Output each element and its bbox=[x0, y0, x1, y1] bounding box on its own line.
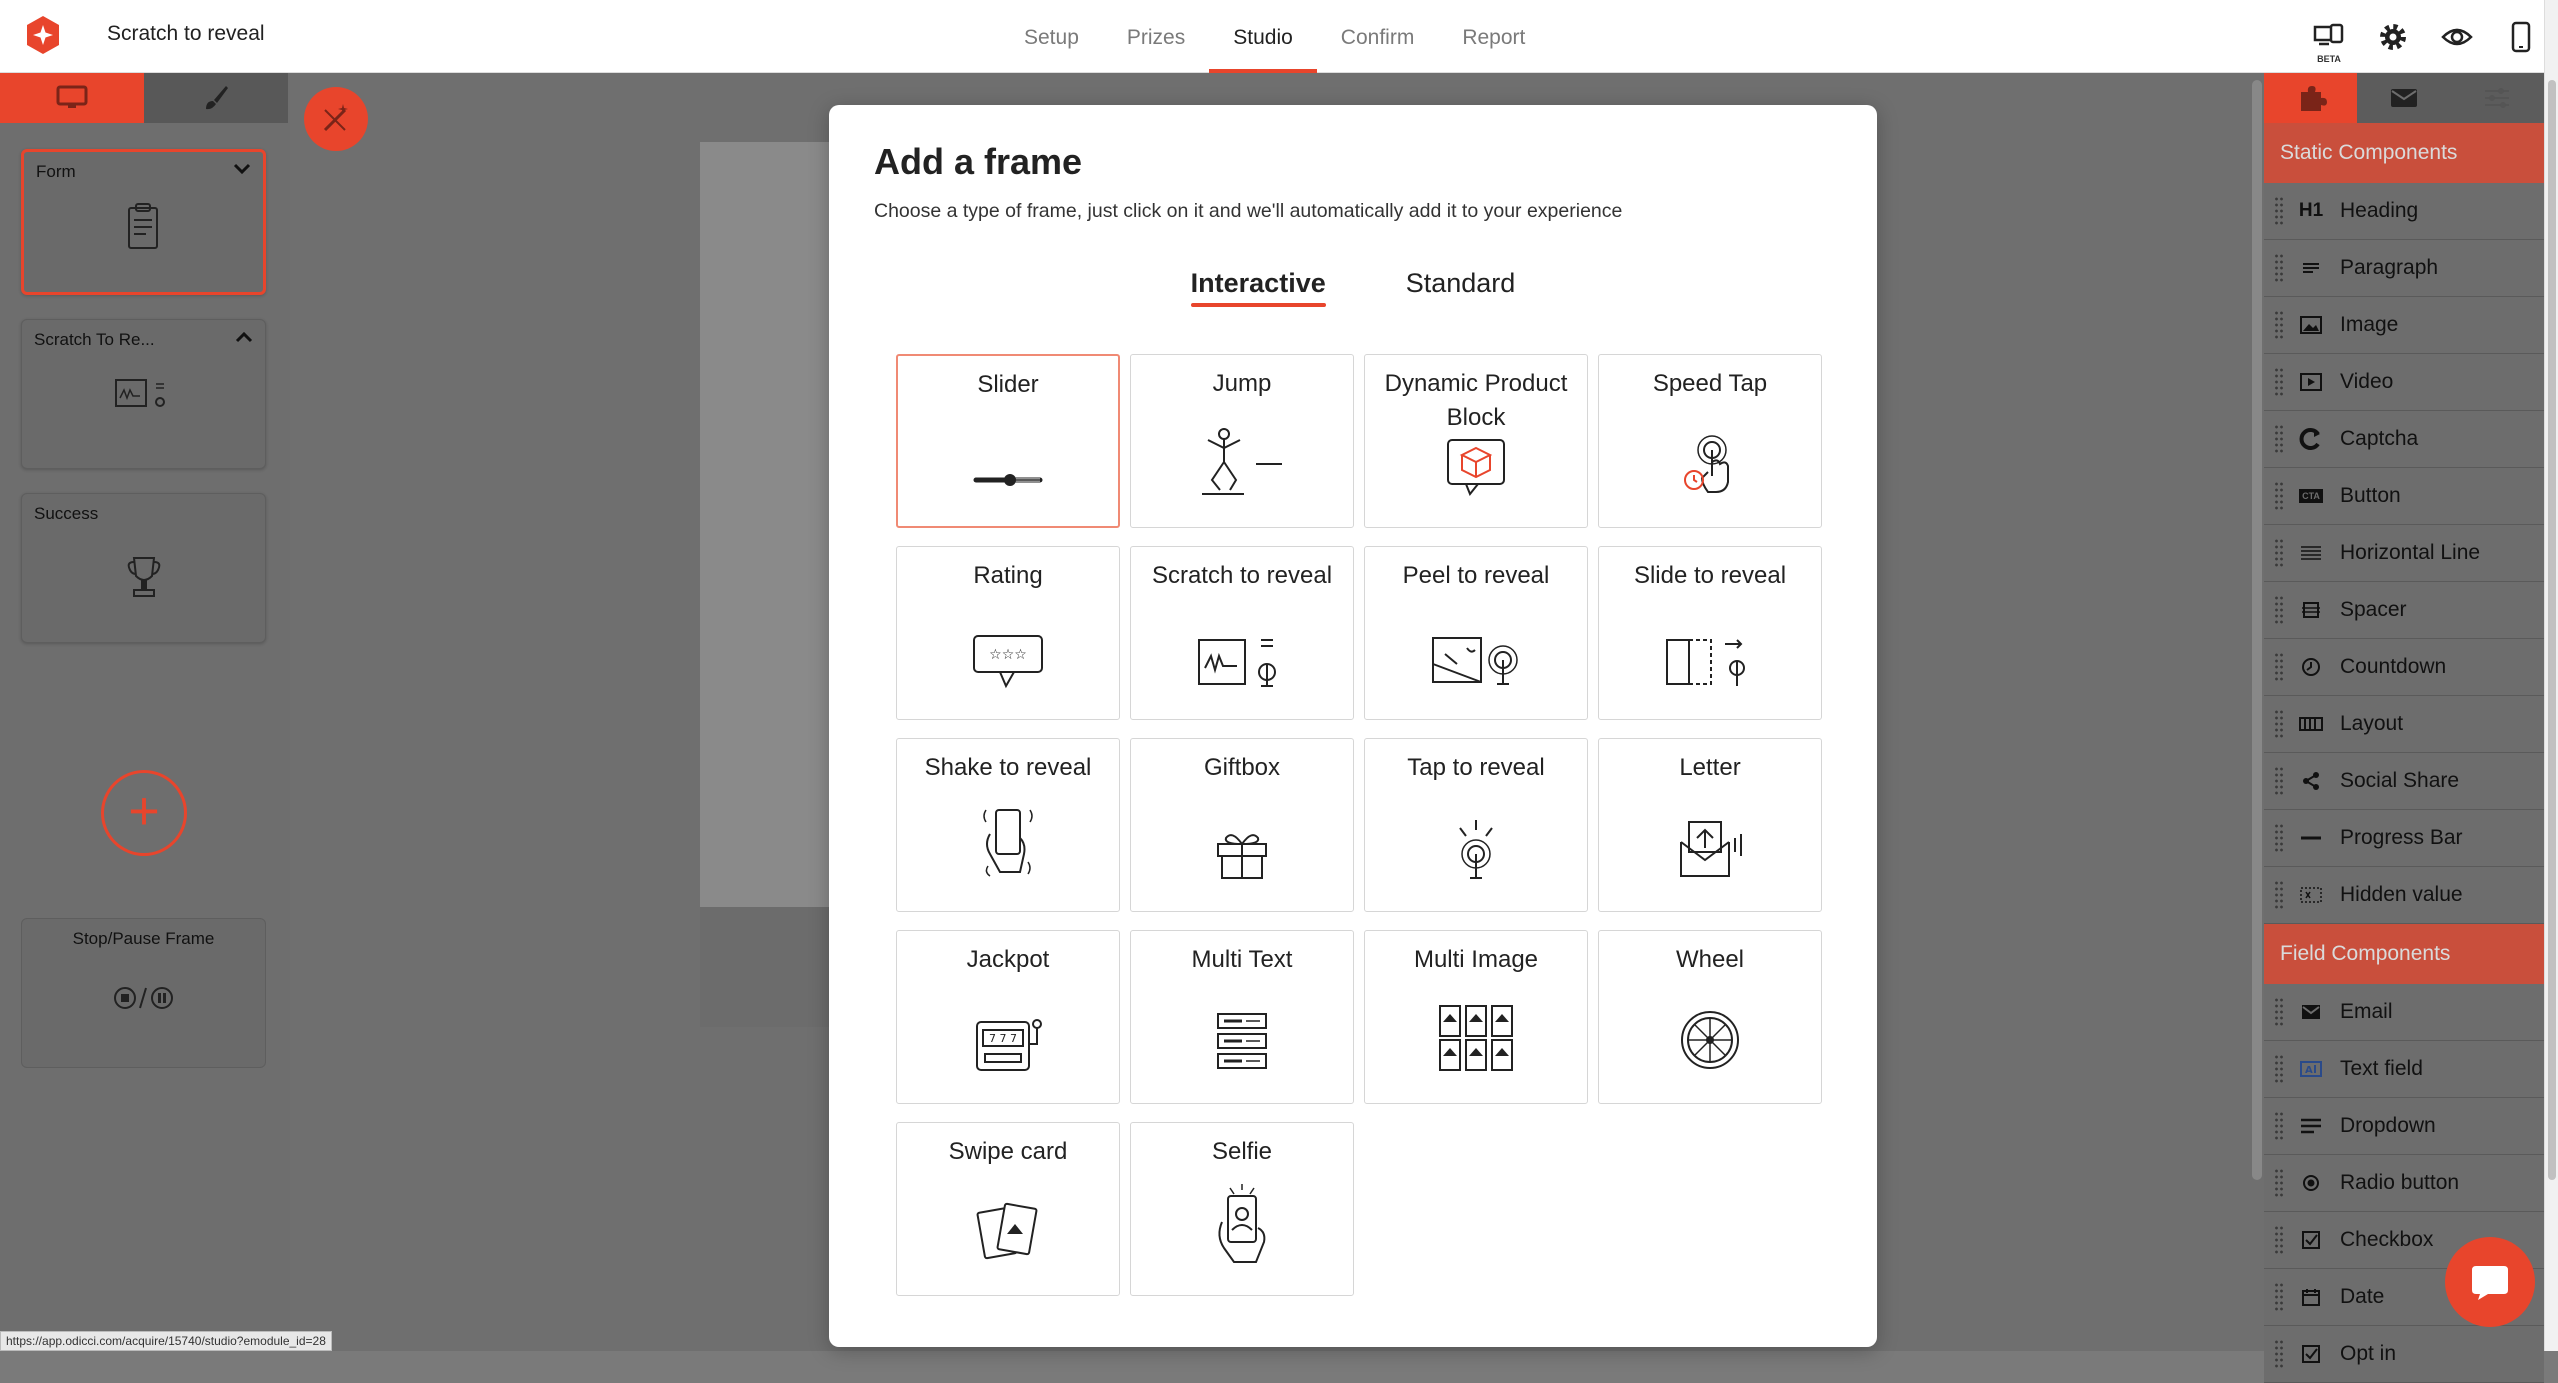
drag-handle-icon[interactable] bbox=[2274, 424, 2284, 454]
frame-tile-speed-tap[interactable] bbox=[1598, 354, 1822, 528]
top-icons bbox=[2312, 0, 2538, 73]
frame-tile-label: Swipe card bbox=[948, 1138, 1068, 1165]
jackpot-icon bbox=[973, 1014, 1043, 1077]
drag-handle-icon[interactable] bbox=[2274, 1054, 2284, 1084]
email-icon bbox=[2390, 87, 2418, 109]
component-video[interactable] bbox=[2264, 354, 2544, 411]
hr-icon bbox=[2298, 542, 2324, 564]
modal-tabs bbox=[829, 268, 1877, 307]
frame-tile-label: Selfie bbox=[1211, 1138, 1273, 1165]
frame-tile-selfie[interactable] bbox=[1130, 1122, 1354, 1296]
component-label: Paragraph bbox=[2340, 256, 2439, 279]
email-icon bbox=[2298, 1001, 2324, 1023]
field-components-header: Field Components bbox=[2264, 924, 2544, 984]
multi-text-icon bbox=[1216, 1010, 1268, 1077]
tab-interactive[interactable]: Interactive bbox=[1191, 268, 1326, 307]
drag-handle-icon[interactable] bbox=[2274, 1225, 2284, 1255]
stop-pause-icon bbox=[112, 984, 176, 1012]
component-text-field[interactable] bbox=[2264, 1041, 2544, 1098]
frame-tile-label: Speed Tap bbox=[1652, 370, 1768, 397]
frame-label: Scratch To Re... bbox=[34, 330, 155, 349]
component-horizontal-line[interactable] bbox=[2264, 525, 2544, 582]
design-tab[interactable] bbox=[144, 73, 288, 123]
component-label: Hidden value bbox=[2340, 883, 2463, 906]
shake-reveal-icon bbox=[980, 804, 1036, 885]
responsive-beta-icon[interactable] bbox=[2312, 20, 2346, 64]
component-label: Date bbox=[2340, 1285, 2385, 1308]
drag-handle-icon[interactable] bbox=[2274, 538, 2284, 568]
component-image[interactable] bbox=[2264, 297, 2544, 354]
nav-tab-studio[interactable]: Studio bbox=[1209, 0, 1317, 73]
frame-tile-label: Slider bbox=[977, 371, 1039, 398]
trophy-icon bbox=[124, 550, 164, 604]
progress-icon bbox=[2298, 827, 2324, 849]
frame-tile-dynamic-product-block[interactable] bbox=[1364, 354, 1588, 528]
component-label: Captcha bbox=[2340, 427, 2419, 450]
selfie-icon bbox=[1212, 1182, 1272, 1269]
frame-tile-slider[interactable] bbox=[896, 354, 1120, 528]
component-countdown[interactable] bbox=[2264, 639, 2544, 696]
frame-tile-label: Jump bbox=[1212, 370, 1272, 397]
component-label: Image bbox=[2340, 313, 2399, 336]
frame-type-grid bbox=[896, 354, 1822, 1296]
component-button[interactable] bbox=[2264, 468, 2544, 525]
status-url: https://app.odicci.com/acquire/15740/studio?emodule_id=28 bbox=[0, 1331, 332, 1351]
component-social-share[interactable] bbox=[2264, 753, 2544, 810]
frame-tile-label: Letter bbox=[1679, 754, 1741, 781]
component-label: Layout bbox=[2340, 712, 2404, 735]
component-layout[interactable] bbox=[2264, 696, 2544, 753]
component-label: Button bbox=[2340, 484, 2401, 507]
svg-text:☆☆☆: ☆☆☆ bbox=[989, 647, 1027, 663]
nav-tab-prizes[interactable]: Prizes bbox=[1126, 26, 1186, 49]
form-icon bbox=[124, 202, 164, 252]
drag-handle-icon[interactable] bbox=[2274, 1339, 2284, 1369]
stop-pause-frame[interactable] bbox=[21, 918, 266, 1068]
app-title: Scratch to reveal bbox=[107, 22, 265, 45]
frame-label: Form bbox=[36, 162, 76, 181]
frame-tile-slide-to-reveal[interactable] bbox=[1598, 546, 1822, 720]
add-frame-modal bbox=[829, 105, 1877, 1347]
drag-handle-icon[interactable] bbox=[2274, 709, 2284, 739]
peel-reveal-icon bbox=[1431, 634, 1521, 693]
left-panel bbox=[0, 73, 290, 1351]
beta-badge: BETA bbox=[2317, 53, 2341, 64]
share-icon bbox=[2298, 770, 2324, 792]
frame-tile-label: Scratch to reveal bbox=[1151, 562, 1333, 589]
spacer-icon bbox=[2298, 599, 2324, 621]
nav-tab-confirm[interactable]: Confirm bbox=[1340, 26, 1415, 49]
jump-icon bbox=[1194, 426, 1290, 501]
frame-label: Success bbox=[34, 504, 99, 523]
component-label: Progress Bar bbox=[2340, 826, 2463, 849]
component-email[interactable] bbox=[2264, 984, 2544, 1041]
svg-text:7 7 7: 7 7 7 bbox=[989, 1032, 1017, 1045]
desktop-icon bbox=[56, 85, 88, 111]
drag-handle-icon[interactable] bbox=[2274, 1282, 2284, 1312]
modal-subtitle: Choose a type of frame, just click on it and we'll automatically add it to your experience bbox=[874, 200, 1623, 222]
frame-tile-label: Multi Text bbox=[1191, 946, 1293, 973]
gear-icon[interactable] bbox=[2376, 20, 2410, 54]
frame-tile-label: Jackpot bbox=[966, 946, 1050, 973]
drag-handle-icon[interactable] bbox=[2274, 253, 2284, 283]
add-frame-button[interactable]: + bbox=[101, 770, 187, 856]
slide-reveal-icon bbox=[1665, 636, 1755, 693]
right-panel-tabs bbox=[2264, 73, 2544, 123]
swipe-card-icon bbox=[975, 1200, 1041, 1269]
giftbox-icon bbox=[1214, 826, 1270, 885]
drag-handle-icon[interactable] bbox=[2274, 652, 2284, 682]
frame-tile-peel-to-reveal[interactable] bbox=[1364, 546, 1588, 720]
hidden-icon bbox=[2298, 884, 2324, 906]
letter-icon bbox=[1675, 818, 1745, 885]
component-captcha[interactable] bbox=[2264, 411, 2544, 468]
frame-card-form[interactable] bbox=[21, 149, 266, 295]
frame-tile-letter[interactable] bbox=[1598, 738, 1822, 912]
nav-tab-setup[interactable]: Setup bbox=[1024, 26, 1079, 49]
components-tab[interactable] bbox=[2264, 73, 2357, 123]
component-label: Email bbox=[2340, 1000, 2393, 1023]
drag-handle-icon[interactable] bbox=[2274, 196, 2284, 226]
drag-handle-icon[interactable] bbox=[2274, 997, 2284, 1027]
frame-tile-label: Slide to reveal bbox=[1633, 562, 1787, 589]
frame-tile-rating[interactable] bbox=[896, 546, 1120, 720]
app-logo[interactable] bbox=[22, 14, 64, 56]
frame-tile-tap-to-reveal[interactable] bbox=[1364, 738, 1588, 912]
brush-icon bbox=[202, 84, 230, 112]
component-label: Social Share bbox=[2340, 769, 2460, 792]
window-scrollbar[interactable] bbox=[2544, 0, 2558, 1351]
frame-tile-multi-text[interactable] bbox=[1130, 930, 1354, 1104]
drag-handle-icon[interactable] bbox=[2274, 880, 2284, 910]
frame-tile-wheel[interactable] bbox=[1598, 930, 1822, 1104]
page-preview-footer bbox=[700, 907, 840, 1027]
video-icon bbox=[2298, 371, 2324, 393]
frame-tile-label: Rating bbox=[973, 562, 1043, 589]
component-opt-in[interactable] bbox=[2264, 1326, 2544, 1383]
frame-card-scratch[interactable] bbox=[21, 319, 266, 469]
component-label: Horizontal Line bbox=[2340, 541, 2481, 564]
component-hidden-value[interactable] bbox=[2264, 867, 2544, 924]
drag-handle-icon[interactable] bbox=[2274, 1111, 2284, 1141]
canvas-scrollbar[interactable] bbox=[2252, 80, 2262, 1180]
chat-button[interactable] bbox=[2445, 1237, 2535, 1327]
frame-tile-giftbox[interactable] bbox=[1130, 738, 1354, 912]
drag-handle-icon[interactable] bbox=[2274, 367, 2284, 397]
component-radio-button[interactable] bbox=[2264, 1155, 2544, 1212]
date-icon bbox=[2298, 1286, 2324, 1308]
chevron-down-icon[interactable] bbox=[233, 162, 251, 180]
component-label: Checkbox bbox=[2340, 1228, 2434, 1251]
tab-standard[interactable]: Standard bbox=[1405, 268, 1516, 298]
right-panel bbox=[2264, 73, 2544, 1365]
radio-icon bbox=[2298, 1172, 2324, 1194]
drag-handle-icon[interactable] bbox=[2274, 766, 2284, 796]
countdown-icon bbox=[2298, 656, 2324, 678]
checkbox-icon bbox=[2298, 1229, 2324, 1251]
wheel-icon bbox=[1678, 1008, 1742, 1077]
multi-image-icon bbox=[1438, 1004, 1514, 1077]
scratch-reveal-icon bbox=[1197, 636, 1287, 693]
frame-tile-jackpot[interactable] bbox=[896, 930, 1120, 1104]
optin-icon bbox=[2298, 1343, 2324, 1365]
stop-frame-label: Stop/Pause Frame bbox=[72, 929, 215, 948]
component-label: Radio button bbox=[2340, 1171, 2460, 1194]
slider-icon bbox=[972, 465, 1044, 500]
drag-handle-icon[interactable] bbox=[2274, 1168, 2284, 1198]
component-label: Text field bbox=[2340, 1057, 2423, 1080]
static-components-list bbox=[2264, 183, 2544, 924]
frame-tile-shake-to-reveal[interactable] bbox=[896, 738, 1120, 912]
mobile-icon[interactable] bbox=[2504, 20, 2538, 54]
sliders-icon bbox=[2483, 86, 2511, 110]
puzzle-icon bbox=[2297, 84, 2325, 112]
layout-icon bbox=[2298, 713, 2324, 735]
frame-tile-label: Peel to reveal bbox=[1402, 562, 1550, 589]
component-label: Countdown bbox=[2340, 655, 2447, 678]
rating-icon bbox=[972, 634, 1044, 693]
component-label: Heading bbox=[2340, 199, 2419, 222]
component-paragraph[interactable] bbox=[2264, 240, 2544, 297]
frame-tile-label: Shake to reveal bbox=[924, 754, 1092, 781]
component-label: Opt in bbox=[2340, 1342, 2397, 1365]
magic-wand-button[interactable] bbox=[304, 87, 368, 151]
chat-icon bbox=[2468, 1260, 2512, 1304]
h1-icon: H1 bbox=[2298, 200, 2324, 221]
frame-tile-scratch-to-reveal[interactable] bbox=[1130, 546, 1354, 720]
text-icon bbox=[2298, 1058, 2324, 1080]
frame-tile-label: Giftbox bbox=[1203, 754, 1281, 781]
cta-icon: CTA bbox=[2298, 485, 2324, 507]
magic-wand-icon bbox=[319, 102, 353, 136]
image-icon bbox=[2298, 314, 2324, 336]
desktop-tab[interactable] bbox=[0, 73, 144, 123]
component-heading[interactable] bbox=[2264, 183, 2544, 240]
svg-text:A: A bbox=[2305, 1065, 2313, 1076]
component-progress-bar[interactable] bbox=[2264, 810, 2544, 867]
product-block-icon bbox=[1446, 438, 1506, 501]
top-bar bbox=[0, 0, 2558, 73]
chevron-up-icon[interactable] bbox=[235, 330, 253, 348]
frame-tile-label: Dynamic Product Block bbox=[1384, 370, 1568, 431]
component-spacer[interactable] bbox=[2264, 582, 2544, 639]
frame-tile-label: Tap to reveal bbox=[1407, 754, 1545, 781]
component-dropdown[interactable] bbox=[2264, 1098, 2544, 1155]
frame-tile-label: Wheel bbox=[1675, 946, 1745, 973]
left-panel-tabs bbox=[0, 73, 290, 123]
main-nav bbox=[1000, 0, 1549, 73]
settings-tab[interactable] bbox=[2451, 73, 2544, 123]
frame-tile-jump[interactable] bbox=[1130, 354, 1354, 528]
email-tab[interactable] bbox=[2357, 73, 2450, 123]
component-label: Spacer bbox=[2340, 598, 2407, 621]
tap-reveal-icon bbox=[1448, 818, 1504, 885]
page-preview bbox=[700, 142, 840, 907]
speed-tap-icon bbox=[1682, 432, 1738, 501]
drag-handle-icon[interactable] bbox=[2274, 595, 2284, 625]
frame-tile-label: Multi Image bbox=[1413, 946, 1539, 973]
static-components-header: Static Components bbox=[2264, 123, 2544, 183]
component-label: Dropdown bbox=[2340, 1114, 2436, 1137]
frame-tile-multi-image[interactable] bbox=[1364, 930, 1588, 1104]
paragraph-icon bbox=[2298, 257, 2324, 279]
nav-tab-report[interactable]: Report bbox=[1462, 26, 1526, 49]
drag-handle-icon[interactable] bbox=[2274, 481, 2284, 511]
drag-handle-icon[interactable] bbox=[2274, 823, 2284, 853]
frame-card-success[interactable] bbox=[21, 493, 266, 643]
captcha-icon bbox=[2298, 428, 2324, 450]
modal-title: Add a frame bbox=[874, 141, 1083, 182]
frame-tile-swipe-card[interactable] bbox=[896, 1122, 1120, 1296]
eye-icon[interactable] bbox=[2440, 20, 2474, 54]
component-label: Video bbox=[2340, 370, 2394, 393]
scroll-thumb[interactable] bbox=[2548, 80, 2556, 1180]
scratch-icon bbox=[114, 376, 174, 412]
dropdown-icon bbox=[2298, 1115, 2324, 1137]
drag-handle-icon[interactable] bbox=[2274, 310, 2284, 340]
